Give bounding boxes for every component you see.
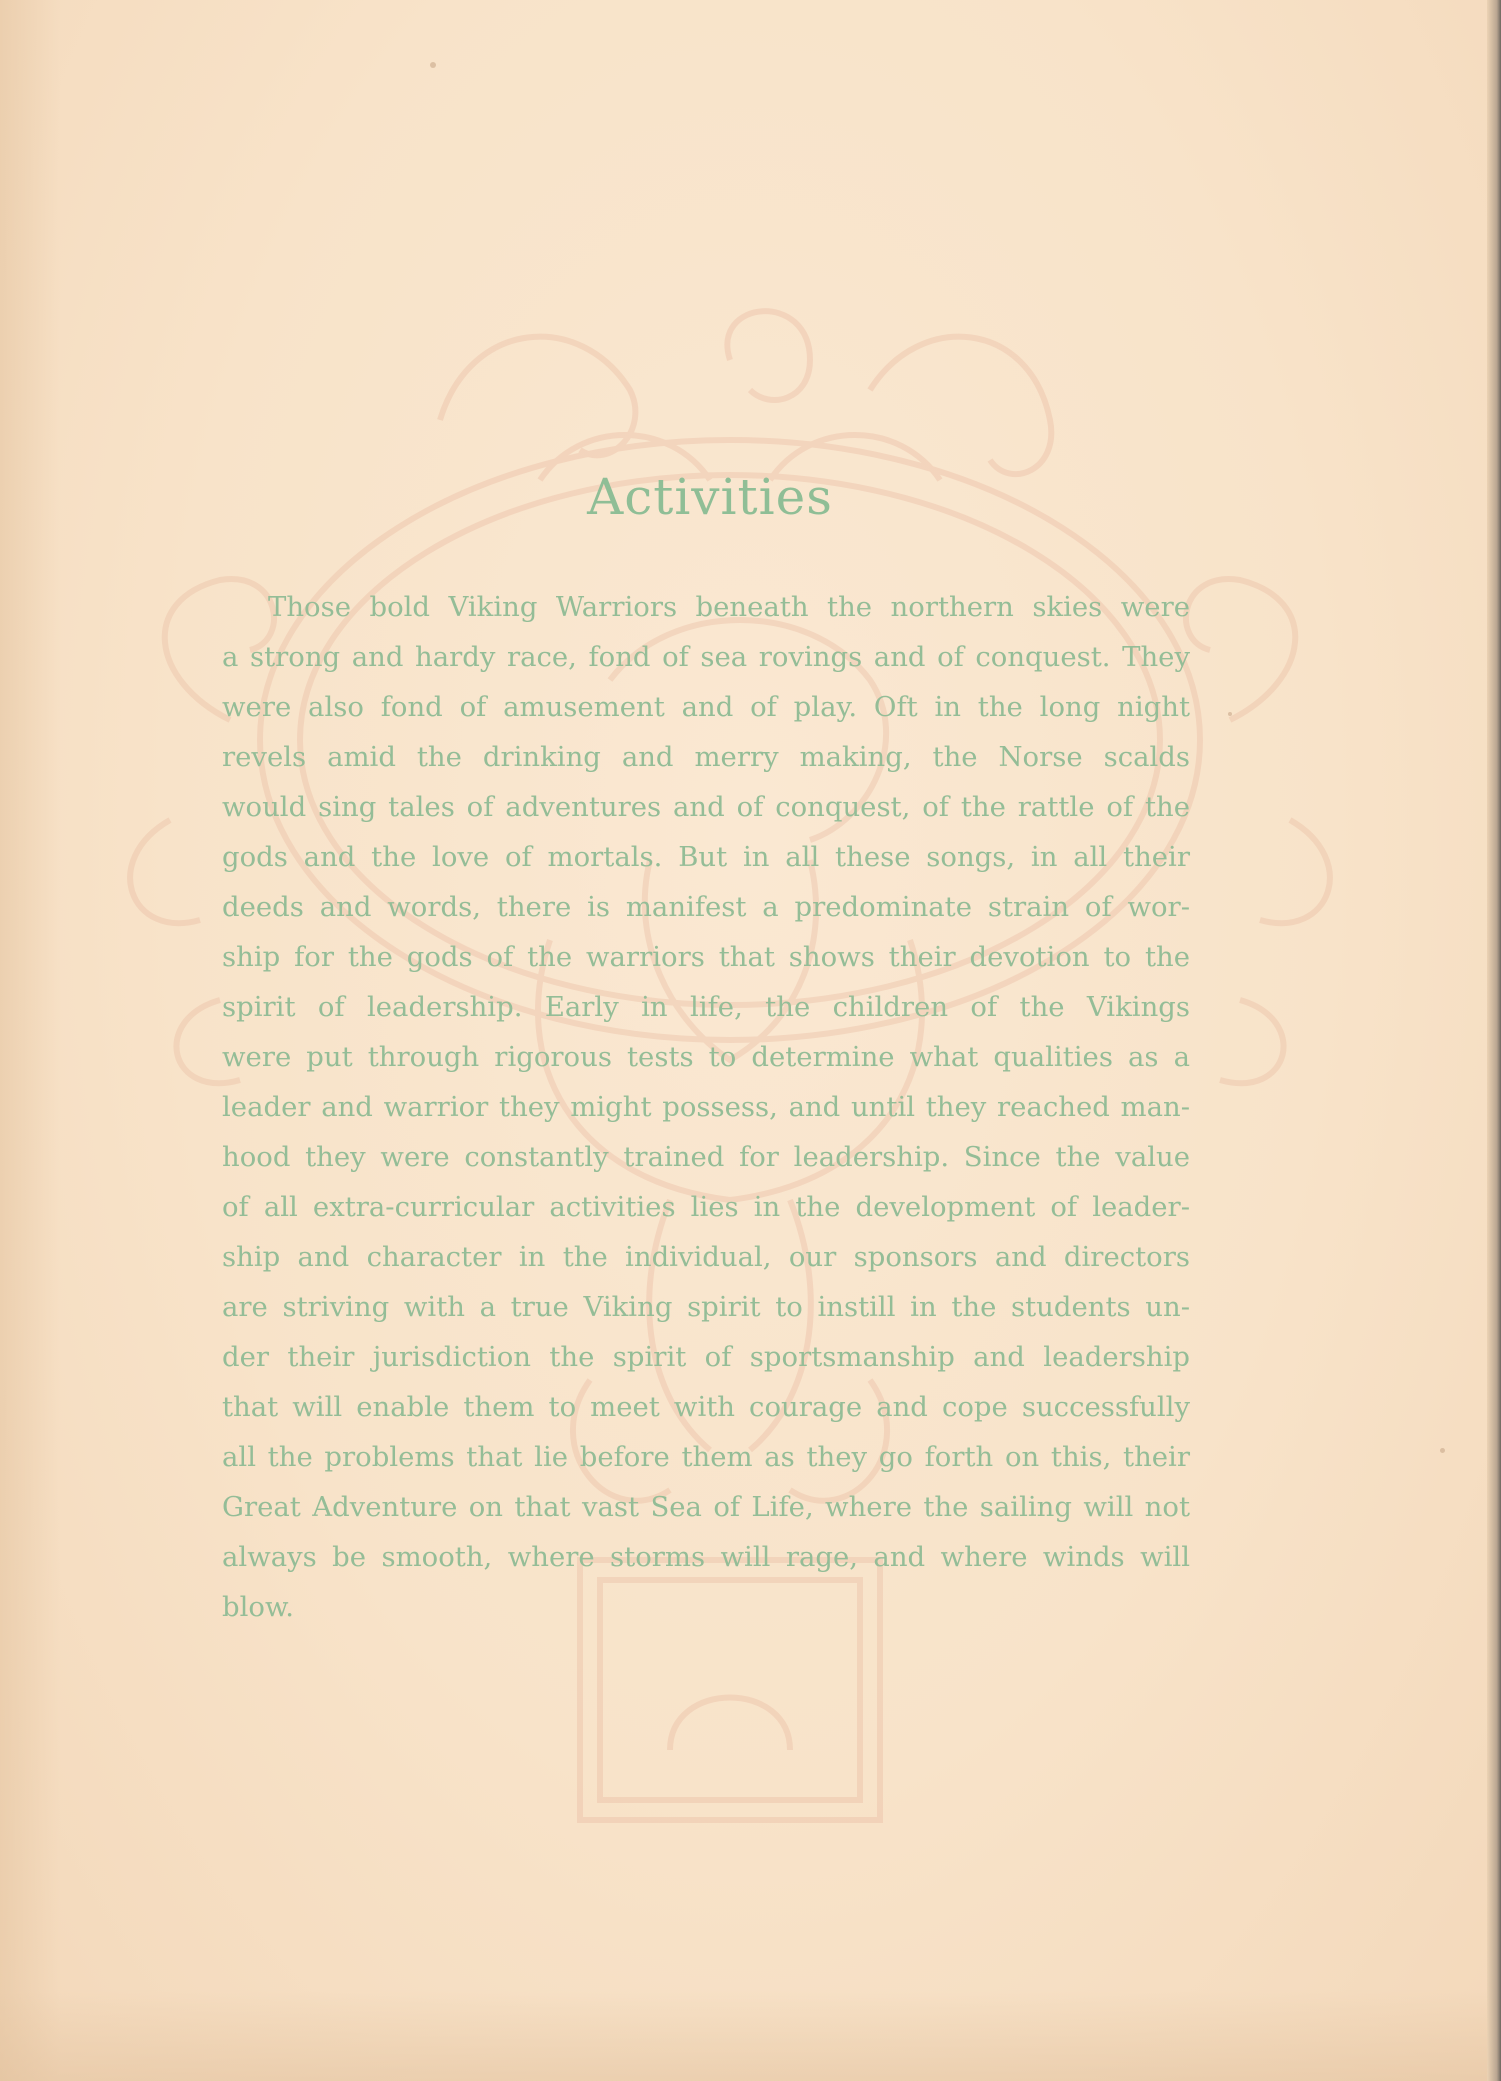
paragraph-line: gods and the love of mortals. But in all these songs, in all their (222, 841, 1190, 873)
paragraph-line: that will enable them to meet with courage and cope successfully (222, 1391, 1190, 1423)
page-left-shadow (0, 0, 60, 2081)
page-binding-edge (1487, 0, 1501, 2081)
paragraph-line: Those bold Viking Warriors beneath the northern skies were (268, 591, 1190, 623)
paragraph-line: deeds and words, there is manifest a predominate strain of wor- (222, 891, 1190, 923)
paragraph-line: leader and warrior they might possess, and until they reached man- (222, 1091, 1190, 1123)
paper-speck (430, 62, 436, 68)
paragraph-line: revels amid the drinking and merry making, the Norse scalds (222, 741, 1190, 773)
paragraph-line: always be smooth, where storms will rage, and where winds will (222, 1541, 1190, 1573)
paragraph-line: Great Adventure on that vast Sea of Life, where the sailing will not (222, 1491, 1190, 1523)
paragraph-line: ship and character in the individual, our sponsors and directors (222, 1241, 1190, 1273)
paragraph-line: would sing tales of adventures and of conquest, of the rattle of the (222, 791, 1190, 823)
activities-paragraph (222, 582, 1190, 1632)
paper-speck (1440, 1448, 1445, 1453)
paragraph-line: are striving with a true Viking spirit to instill in the students un- (222, 1291, 1190, 1323)
paragraph-line: a strong and hardy race, fond of sea rovings and of conquest. They (222, 641, 1190, 673)
paragraph-line: ship for the gods of the warriors that shows their devotion to the (222, 941, 1190, 973)
paragraph-line: were put through rigorous tests to determine what qualities as a (222, 1041, 1190, 1073)
paragraph-line: hood they were constantly trained for leadership. Since the value (222, 1141, 1190, 1173)
paragraph-line: spirit of leadership. Early in life, the children of the Vikings (222, 991, 1190, 1023)
paragraph-line: blow. (222, 1591, 294, 1623)
paper-speck (1228, 712, 1232, 716)
page-bottom-shadow (0, 1991, 1501, 2081)
page-title: Activities (587, 468, 833, 526)
paragraph-line: were also fond of amusement and of play. Oft in the long night (222, 691, 1190, 723)
paragraph-line: of all extra-curricular activities lies in the development of leader- (222, 1191, 1190, 1223)
paragraph-line: der their jurisdiction the spirit of sportsmanship and leadership (222, 1341, 1190, 1373)
paragraph-line: all the problems that lie before them as they go forth on this, their (222, 1441, 1190, 1473)
